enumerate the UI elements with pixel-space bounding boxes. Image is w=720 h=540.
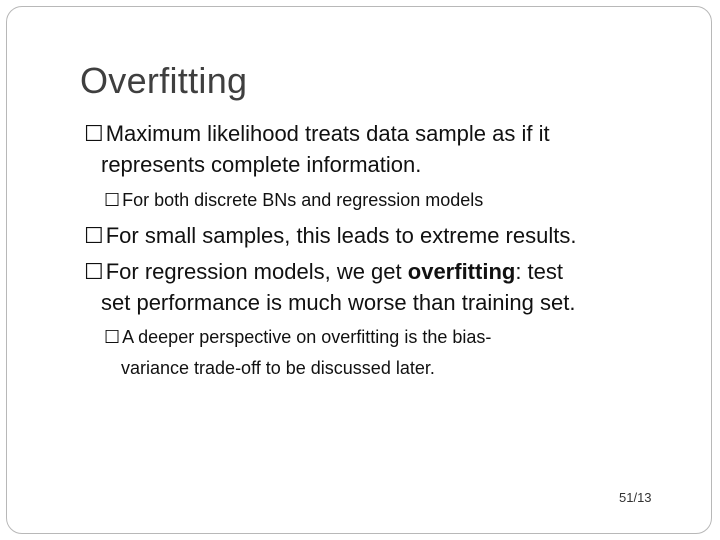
- bullet-text-line1: A deeper perspective on overfitting is the bias-: [122, 327, 492, 347]
- bullet-text: For both discrete BNs and regression models: [122, 190, 484, 210]
- bullet-box-icon: ☐: [104, 190, 121, 211]
- bullet-box-icon: ☐: [104, 327, 121, 348]
- bullet-text-post: : test: [515, 259, 564, 284]
- bullet-text: For small samples, this leads to extreme results.: [105, 223, 577, 248]
- bullet-text-line2: variance trade-off to be discussed later.: [121, 358, 435, 378]
- bullet-box-icon: ☐: [84, 224, 104, 249]
- bullet-small-samples: [84, 221, 684, 252]
- bullet-box-icon: ☐: [84, 260, 104, 285]
- bullet-text-strong: overfitting: [407, 259, 516, 284]
- bullet-text-line2: set performance is much worse than training set.: [101, 290, 576, 315]
- bullet-overfitting: [84, 257, 684, 318]
- bullet-text-line1: Maximum likelihood treats data sample as if it: [105, 121, 550, 146]
- subbullet-discrete-bns: [104, 185, 684, 216]
- bullet-box-icon: ☐: [84, 122, 104, 147]
- bullet-maximum-likelihood: [84, 119, 684, 180]
- bullet-text-line2: represents complete information.: [101, 152, 422, 177]
- slide-title: Overfitting: [80, 60, 248, 101]
- subbullet-bias-variance: [104, 322, 664, 384]
- bullet-text-pre: For regression models, we get: [105, 259, 408, 284]
- page-number: 51/13: [619, 490, 652, 505]
